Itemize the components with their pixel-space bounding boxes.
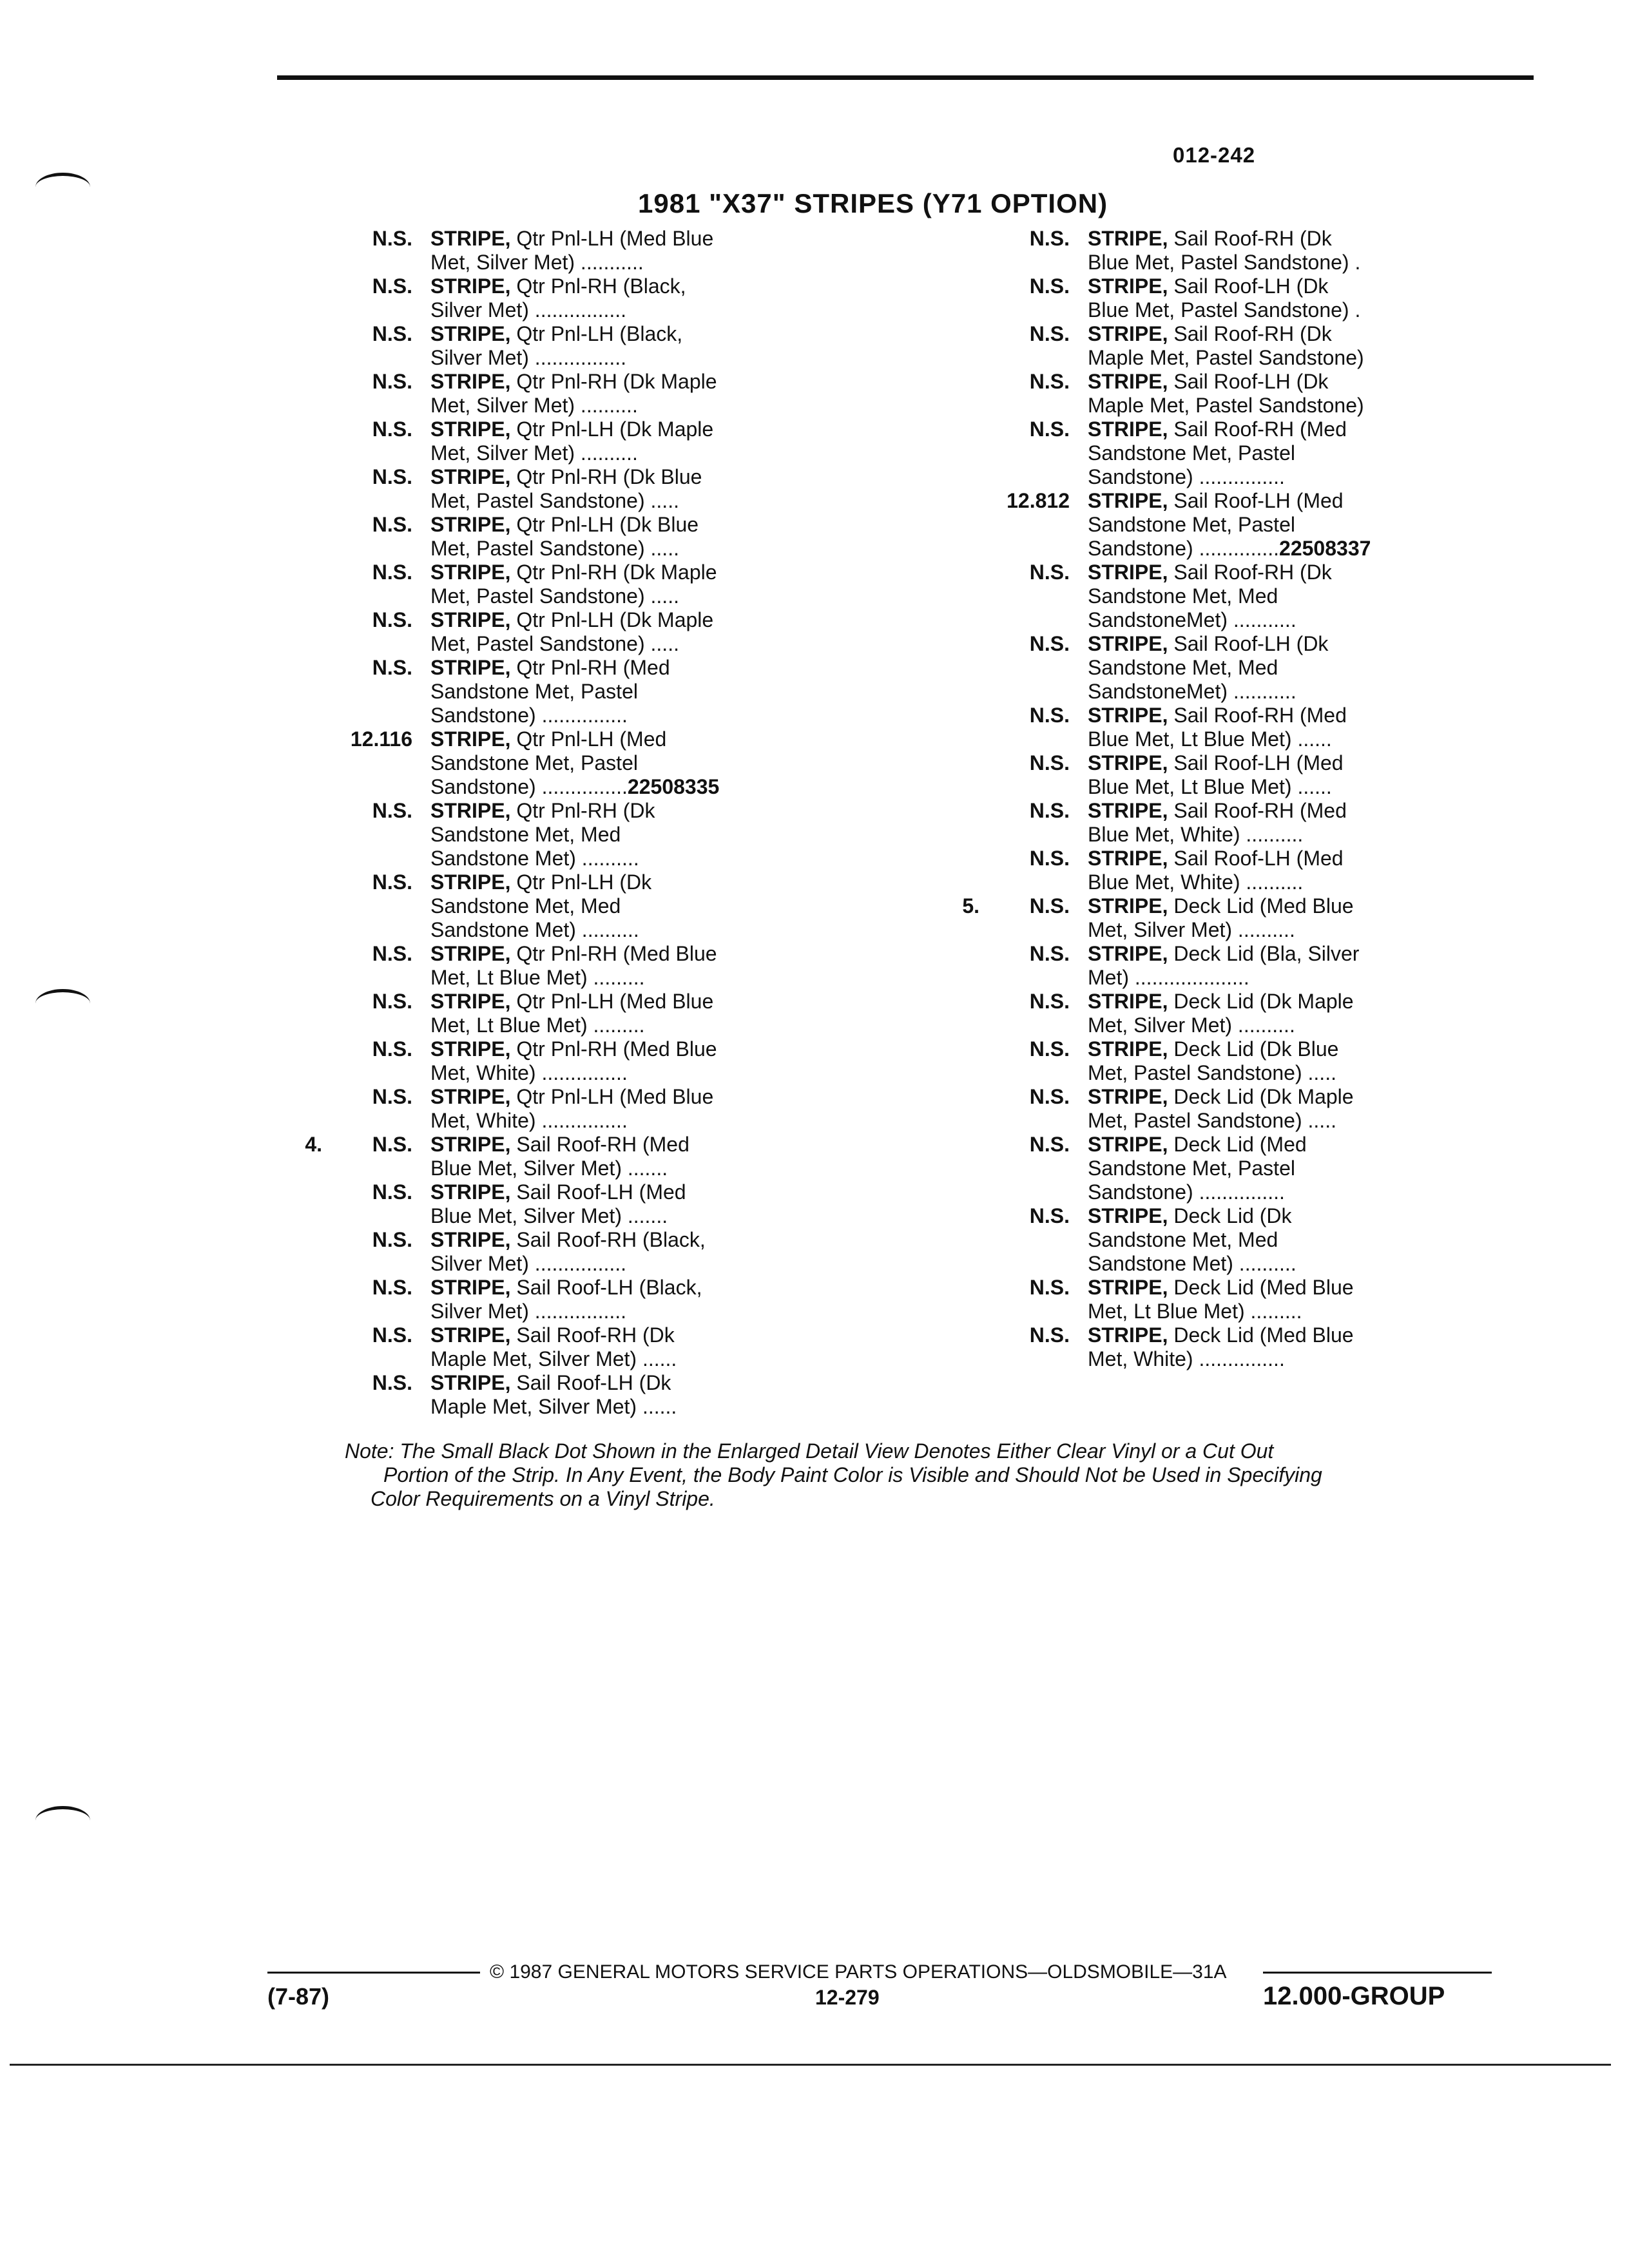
footer-copyright: © 1987 GENERAL MOTORS SERVICE PARTS OPERATIONS—OLDSMOBILE—31A — [490, 1961, 1227, 1983]
description-line-with-part — [1088, 537, 1610, 561]
description-line: Blue Met, Silver Met) ....... — [430, 1204, 668, 1227]
reference-number: N.S. — [372, 1371, 412, 1394]
part-description — [430, 1037, 869, 1085]
part-number: 22508337 — [1279, 537, 1371, 560]
part-description — [1088, 1276, 1610, 1323]
parts-entry — [258, 656, 870, 727]
footer-page-number: 12-279 — [815, 1986, 880, 2009]
parts-entry — [258, 799, 870, 870]
part-description — [1088, 1133, 1610, 1204]
part-description — [1088, 704, 1610, 751]
part-description — [1088, 894, 1610, 942]
parts-entry — [258, 513, 870, 561]
bottom-rule — [10, 2064, 1611, 2066]
reference-number: 12.812 — [1007, 489, 1070, 512]
description-line: Blue Met, Silver Met) ....... — [430, 1157, 668, 1180]
parts-entry — [258, 465, 870, 513]
description-line: Sandstone Met, Med — [1088, 1228, 1278, 1251]
reference-number: N.S. — [372, 513, 412, 536]
reference-number: N.S. — [372, 274, 412, 298]
part-description — [430, 990, 869, 1037]
note-line: Portion of the Strip. In Any Event, the Body Paint Color is Visible and Should Not be Used in Specifying — [383, 1463, 1322, 1486]
parts-entry — [258, 870, 870, 942]
reference-number: N.S. — [1029, 561, 1070, 584]
reference-number: N.S. — [1029, 894, 1070, 918]
description-line: STRIPE, Qtr Pnl-LH (Med Blue — [430, 227, 714, 250]
reference-number: N.S. — [372, 1133, 412, 1156]
parts-entry — [915, 1037, 1611, 1085]
part-description — [1088, 942, 1610, 990]
description-line: STRIPE, Qtr Pnl-LH (Dk Maple — [430, 418, 714, 441]
part-description — [430, 608, 869, 656]
parts-entry — [915, 751, 1611, 799]
description-line: STRIPE, Sail Roof-RH (Dk — [1088, 322, 1332, 345]
description-line: STRIPE, Sail Roof-LH (Med — [1088, 751, 1344, 774]
part-description — [1088, 418, 1610, 489]
reference-number: N.S. — [1029, 1204, 1070, 1227]
reference-number: N.S. — [1029, 704, 1070, 727]
reference-number: N.S. — [1029, 1323, 1070, 1347]
parts-entry — [915, 632, 1611, 704]
top-rule — [277, 75, 1534, 80]
description-line: Silver Met) ................ — [430, 346, 627, 369]
parts-entry — [258, 227, 870, 274]
description-line: Silver Met) ................ — [430, 1300, 627, 1323]
parts-entry — [258, 942, 870, 990]
description-line: Blue Met, White) .......... — [1088, 823, 1304, 846]
description-line: STRIPE, Sail Roof-RH (Med — [430, 1133, 689, 1156]
reference-number: N.S. — [1029, 1037, 1070, 1061]
part-description — [430, 465, 869, 513]
scan-mark — [35, 173, 90, 202]
description-line: STRIPE, Qtr Pnl-RH (Med — [430, 656, 670, 679]
parts-entry — [258, 561, 870, 608]
description-line: Maple Met, Silver Met) ...... — [430, 1395, 677, 1418]
reference-number: N.S. — [1029, 942, 1070, 965]
description-line: Met, Silver Met) .......... — [430, 394, 638, 417]
description-line: Met, Silver Met) ........... — [430, 251, 644, 274]
reference-number: N.S. — [372, 322, 412, 345]
description-line: STRIPE, Deck Lid (Med — [1088, 1133, 1307, 1156]
description-line: STRIPE, Qtr Pnl-RH (Dk Maple — [430, 370, 717, 393]
description-line: Met, Pastel Sandstone) ..... — [430, 489, 679, 512]
reference-number: N.S. — [372, 1323, 412, 1347]
description-line: STRIPE, Deck Lid (Dk — [1088, 1204, 1292, 1227]
reference-number: N.S. — [372, 799, 412, 822]
reference-number: N.S. — [372, 465, 412, 488]
part-description — [430, 656, 869, 727]
parts-list-left — [258, 227, 870, 1419]
part-description — [430, 1276, 869, 1323]
description-line: Blue Met, White) .......... — [1088, 870, 1304, 894]
parts-entry — [258, 1371, 870, 1419]
reference-number: N.S. — [372, 1228, 412, 1251]
reference-number: N.S. — [372, 942, 412, 965]
description-line: STRIPE, Sail Roof-LH (Dk — [1088, 370, 1329, 393]
parts-entry — [915, 561, 1611, 632]
description-line: STRIPE, Sail Roof-RH (Dk — [1088, 561, 1332, 584]
part-description — [1088, 561, 1610, 632]
description-line: Sandstone Met, Med — [1088, 656, 1278, 679]
description-line: Met, Silver Met) .......... — [430, 441, 638, 465]
description-line: STRIPE, Qtr Pnl-LH (Black, — [430, 322, 683, 345]
description-line: Met, Lt Blue Met) ......... — [430, 1014, 645, 1037]
footer-group: 12.000-GROUP — [1263, 1982, 1445, 2010]
part-description — [430, 799, 869, 870]
description-line: STRIPE, Deck Lid (Bla, Silver — [1088, 942, 1360, 965]
reference-number: N.S. — [1029, 227, 1070, 250]
description-line: SandstoneMet) ........... — [1088, 680, 1296, 703]
description-line: Met, White) ............... — [430, 1061, 628, 1084]
note-line: Note: The Small Black Dot Shown in the Enlarged Detail View Denotes Either Clear Vinyl or a Cut Out — [345, 1439, 1274, 1463]
reference-number: N.S. — [1029, 1085, 1070, 1108]
parts-entry — [915, 799, 1611, 847]
description-line: Maple Met, Silver Met) ...... — [430, 1347, 677, 1370]
parts-entry — [915, 370, 1611, 418]
description-line: STRIPE, Sail Roof-RH (Med — [1088, 799, 1347, 822]
description-line: STRIPE, Sail Roof-RH (Black, — [430, 1228, 706, 1251]
description-line: STRIPE, Sail Roof-LH (Dk — [1088, 632, 1329, 655]
part-number: 22508335 — [627, 775, 720, 798]
reference-number: N.S. — [372, 1180, 412, 1204]
description-line: Met, Pastel Sandstone) ..... — [1088, 1109, 1336, 1132]
part-description — [1088, 1204, 1610, 1276]
part-description — [430, 561, 869, 608]
description-line: Maple Met, Pastel Sandstone) — [1088, 394, 1364, 417]
reference-number: N.S. — [1029, 1276, 1070, 1299]
description-line: Sandstone Met, Pastel — [1088, 441, 1295, 465]
description-line: STRIPE, Sail Roof-LH (Med — [1088, 489, 1344, 512]
description-line: STRIPE, Deck Lid (Med Blue — [1088, 1276, 1354, 1299]
reference-number: N.S. — [1029, 799, 1070, 822]
note — [345, 1439, 1505, 1511]
part-description — [1088, 1085, 1610, 1133]
description-line: STRIPE, Deck Lid (Dk Maple — [1088, 990, 1354, 1013]
description-line: Blue Met, Lt Blue Met) ...... — [1088, 727, 1332, 751]
reference-number: N.S. — [1029, 418, 1070, 441]
reference-number: N.S. — [372, 990, 412, 1013]
part-description — [430, 727, 869, 799]
reference-number: N.S. — [1029, 632, 1070, 655]
description-line: Sandstone Met, Med — [1088, 584, 1278, 608]
part-description — [430, 1085, 869, 1133]
description-line: STRIPE, Qtr Pnl-RH (Med Blue — [430, 942, 717, 965]
parts-entry — [915, 1204, 1611, 1276]
parts-entry — [915, 322, 1611, 370]
description-line: STRIPE, Deck Lid (Med Blue — [1088, 894, 1354, 918]
description-line: STRIPE, Sail Roof-RH (Med — [1088, 704, 1347, 727]
parts-entry — [915, 1276, 1611, 1323]
description-line: Sandstone Met, Med — [430, 894, 621, 918]
parts-entry — [258, 990, 870, 1037]
description-line: STRIPE, Qtr Pnl-LH (Dk Blue — [430, 513, 699, 536]
part-description — [1088, 990, 1610, 1037]
reference-number: N.S. — [1029, 370, 1070, 393]
part-description — [430, 870, 869, 942]
description-line: Sandstone Met) .......... — [430, 918, 639, 941]
footer-rule-right — [1263, 1972, 1492, 1974]
parts-entry — [915, 990, 1611, 1037]
description-line: Blue Met, Pastel Sandstone) . — [1088, 298, 1361, 322]
description-line: STRIPE, Qtr Pnl-RH (Med Blue — [430, 1037, 717, 1061]
parts-entry — [915, 1323, 1611, 1371]
description-line: Met) .................... — [1088, 966, 1249, 989]
description-line: Met, Pastel Sandstone) ..... — [1088, 1061, 1336, 1084]
reference-number: N.S. — [1029, 1133, 1070, 1156]
footer-date: (7-87) — [267, 1983, 330, 2010]
description-line: STRIPE, Qtr Pnl-LH (Dk — [430, 870, 652, 894]
parts-entry — [915, 274, 1611, 322]
reference-number: N.S. — [1029, 322, 1070, 345]
parts-entry — [258, 418, 870, 465]
description-line: Met, Lt Blue Met) ......... — [1088, 1300, 1302, 1323]
part-description — [430, 513, 869, 561]
description-line: Blue Met, Pastel Sandstone) . — [1088, 251, 1361, 274]
reference-number: N.S. — [1029, 274, 1070, 298]
reference-number: N.S. — [372, 1085, 412, 1108]
description-line: Blue Met, Lt Blue Met) ...... — [1088, 775, 1332, 798]
page-id: 012-242 — [1173, 143, 1256, 167]
description-line: Sandstone) ............... — [430, 704, 628, 727]
parts-entry — [915, 418, 1611, 489]
description-line: Silver Met) ................ — [430, 298, 627, 322]
parts-entry — [915, 1133, 1611, 1204]
description-line: STRIPE, Deck Lid (Dk Maple — [1088, 1085, 1354, 1108]
parts-entry — [915, 704, 1611, 751]
part-description — [1088, 370, 1610, 418]
part-description — [1088, 632, 1610, 704]
description-line: STRIPE, Sail Roof-RH (Dk — [1088, 227, 1332, 250]
part-description — [430, 942, 869, 990]
reference-number: N.S. — [372, 418, 412, 441]
callout-number: 4. — [305, 1133, 322, 1156]
description-line: Sandstone) .............. — [1088, 537, 1280, 560]
parts-entry — [258, 727, 870, 799]
description-line: STRIPE, Qtr Pnl-RH (Dk — [430, 799, 655, 822]
reference-number: 12.116 — [350, 727, 412, 751]
reference-number: N.S. — [372, 561, 412, 584]
description-line: Maple Met, Pastel Sandstone) — [1088, 346, 1364, 369]
reference-number: N.S. — [372, 1037, 412, 1061]
parts-entry — [258, 1180, 870, 1228]
reference-number: N.S. — [372, 227, 412, 250]
part-description — [1088, 227, 1610, 274]
description-line: STRIPE, Sail Roof-LH (Med — [1088, 847, 1344, 870]
part-description — [1088, 322, 1610, 370]
scan-mark — [35, 1806, 90, 1835]
part-description — [1088, 489, 1610, 561]
description-line: Met, White) ............... — [1088, 1347, 1285, 1370]
part-description — [430, 418, 869, 465]
description-line: Met, Pastel Sandstone) ..... — [430, 632, 679, 655]
description-line-with-part — [430, 775, 869, 799]
scan-mark — [35, 989, 90, 1018]
description-line: STRIPE, Qtr Pnl-LH (Med Blue — [430, 990, 714, 1013]
description-line: STRIPE, Sail Roof-LH (Med — [430, 1180, 686, 1204]
description-line: Met, Pastel Sandstone) ..... — [430, 584, 679, 608]
part-description — [1088, 847, 1610, 894]
description-line: Sandstone) ............... — [1088, 1180, 1285, 1204]
parts-entry — [915, 489, 1611, 561]
description-line: STRIPE, Qtr Pnl-RH (Dk Blue — [430, 465, 702, 488]
reference-number: N.S. — [372, 608, 412, 631]
parts-entry — [915, 942, 1611, 990]
description-line: STRIPE, Qtr Pnl-LH (Dk Maple — [430, 608, 714, 631]
note-line: Color Requirements on a Vinyl Stripe. — [371, 1487, 715, 1510]
part-description — [430, 1228, 869, 1276]
parts-entry — [915, 227, 1611, 274]
description-line: Sandstone) ............... — [430, 775, 628, 798]
description-line: STRIPE, Qtr Pnl-LH (Med — [430, 727, 667, 751]
description-line: Sandstone Met, Med — [430, 823, 621, 846]
parts-list-right — [915, 227, 1611, 1371]
parts-entry — [258, 1037, 870, 1085]
parts-entry — [258, 1133, 870, 1180]
part-description — [430, 322, 869, 370]
parts-entry — [915, 847, 1611, 894]
footer-rule-left — [267, 1972, 480, 1974]
part-description — [1088, 1323, 1610, 1371]
description-line: STRIPE, Sail Roof-LH (Dk — [1088, 274, 1329, 298]
description-line: STRIPE, Sail Roof-RH (Dk — [430, 1323, 675, 1347]
description-line: Met, White) ............... — [430, 1109, 628, 1132]
callout-number: 5. — [962, 894, 979, 918]
part-description — [430, 274, 869, 322]
page-title: 1981 "X37" STRIPES (Y71 OPTION) — [638, 188, 1108, 218]
description-line: Sandstone) ............... — [1088, 465, 1285, 488]
part-description — [1088, 799, 1610, 847]
parts-entry — [258, 608, 870, 656]
reference-number: N.S. — [1029, 751, 1070, 774]
part-description — [430, 370, 869, 418]
part-description — [1088, 1037, 1610, 1085]
description-line: Met, Silver Met) .......... — [1088, 918, 1295, 941]
description-line: Sandstone Met, Pastel — [430, 751, 638, 774]
part-description — [430, 1371, 869, 1419]
part-description — [430, 227, 869, 274]
reference-number: N.S. — [1029, 847, 1070, 870]
description-line: Met, Lt Blue Met) ......... — [430, 966, 645, 989]
description-line: STRIPE, Sail Roof-LH (Black, — [430, 1276, 702, 1299]
description-line: SandstoneMet) ........... — [1088, 608, 1296, 631]
description-line: STRIPE, Qtr Pnl-LH (Med Blue — [430, 1085, 714, 1108]
description-line: Sandstone Met, Pastel — [430, 680, 638, 703]
parts-entry — [258, 1228, 870, 1276]
part-description — [430, 1323, 869, 1371]
parts-entry — [258, 1276, 870, 1323]
description-line: STRIPE, Deck Lid (Dk Blue — [1088, 1037, 1339, 1061]
parts-entry — [258, 1085, 870, 1133]
description-line: STRIPE, Sail Roof-LH (Dk — [430, 1371, 671, 1394]
reference-number: N.S. — [1029, 990, 1070, 1013]
reference-number: N.S. — [372, 370, 412, 393]
parts-entry — [258, 322, 870, 370]
part-description — [1088, 751, 1610, 799]
part-description — [1088, 274, 1610, 322]
description-line: STRIPE, Sail Roof-RH (Med — [1088, 418, 1347, 441]
description-line: STRIPE, Deck Lid (Med Blue — [1088, 1323, 1354, 1347]
parts-entry — [258, 274, 870, 322]
reference-number: N.S. — [372, 656, 412, 679]
reference-number: N.S. — [372, 1276, 412, 1299]
description-line: Sandstone Met) .......... — [1088, 1252, 1296, 1275]
reference-number: N.S. — [372, 870, 412, 894]
description-line: Sandstone Met, Pastel — [1088, 1157, 1295, 1180]
parts-entry — [915, 894, 1611, 942]
part-description — [430, 1133, 869, 1180]
description-line: Met, Pastel Sandstone) ..... — [430, 537, 679, 560]
description-line: STRIPE, Qtr Pnl-RH (Black, — [430, 274, 686, 298]
parts-entry — [258, 370, 870, 418]
description-line: Sandstone Met) .......... — [430, 847, 639, 870]
description-line: STRIPE, Qtr Pnl-RH (Dk Maple — [430, 561, 717, 584]
description-line: Met, Silver Met) .......... — [1088, 1014, 1295, 1037]
description-line: Silver Met) ................ — [430, 1252, 627, 1275]
parts-entry — [915, 1085, 1611, 1133]
part-description — [430, 1180, 869, 1228]
parts-entry — [258, 1323, 870, 1371]
description-line: Sandstone Met, Pastel — [1088, 513, 1295, 536]
